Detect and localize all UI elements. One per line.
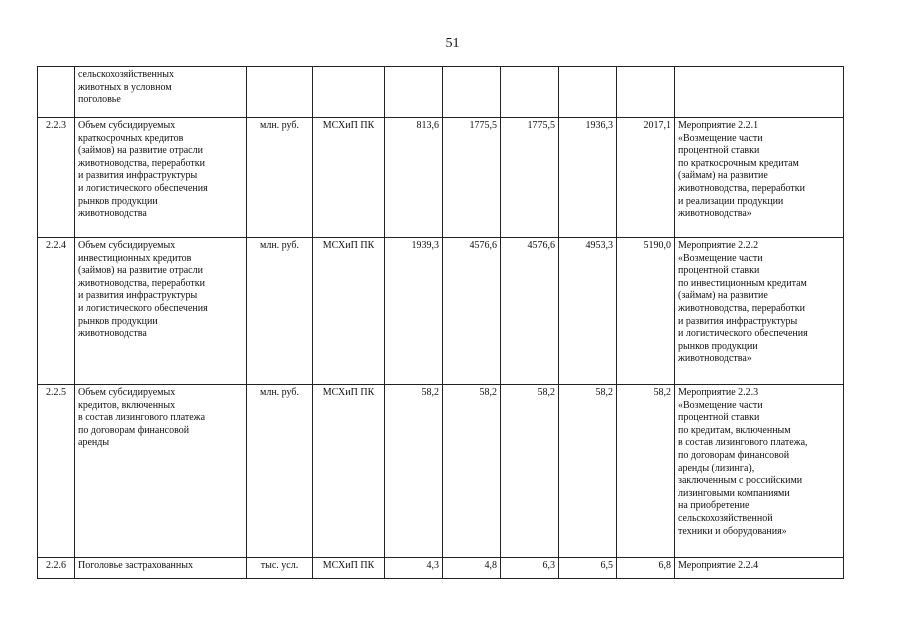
row-code: 2.2.4 [38,238,75,385]
indicators-table [37,66,844,579]
value-cell: 4,8 [443,558,501,579]
measure-cell [675,67,844,118]
executor-cell: МСХиП ПК [313,558,385,579]
value-cell: 813,6 [385,118,443,238]
value-cell: 6,8 [617,558,675,579]
value-cell: 58,2 [443,385,501,558]
indicator-cell: Объем субсидируемых кредитов, включенных в состав лизингового платежа по договорам финансовой аренды [75,385,247,558]
indicator-cell: сельскохозяйственных животных в условном поголовье [75,67,247,118]
row-code: 2.2.5 [38,385,75,558]
value-cell: 58,2 [559,385,617,558]
measure-cell: Мероприятие 2.2.4 [675,558,844,579]
value-cell: 58,2 [501,385,559,558]
value-cell: 1936,3 [559,118,617,238]
value-cell: 5190,0 [617,238,675,385]
table-row [38,118,844,238]
value-cell: 4,3 [385,558,443,579]
value-cell: 1939,3 [385,238,443,385]
value-cell: 6,3 [501,558,559,579]
value-cell: 1775,5 [501,118,559,238]
value-cell [617,67,675,118]
unit-cell: млн. руб. [247,238,313,385]
value-cell: 6,5 [559,558,617,579]
table-row [38,238,844,385]
row-code [38,67,75,118]
indicator-cell: Объем субсидируемых инвестиционных кредитов (займов) на развитие отрасли животноводства, переработки и развития инфраструктуры и логистического обеспечения рынков продукции животноводства [75,238,247,385]
row-code: 2.2.6 [38,558,75,579]
executor-cell: МСХиП ПК [313,385,385,558]
measure-cell: Мероприятие 2.2.3 «Возмещение части процентной ставки по кредитам, включенным в состав лизингового платежа, по договорам финансовой аренды (лизинга), заключенным с российскими лизинговыми компаниями на приобретение сельскохозяйственной техники и оборудования» [675,385,844,558]
page-number: 51 [445,36,460,51]
indicator-cell: Объем субсидируемых краткосрочных кредитов (займов) на развитие отрасли животноводства, переработки и развития инфраструктуры и логистического обеспечения рынков продукции животноводства [75,118,247,238]
executor-cell: МСХиП ПК [313,238,385,385]
unit-cell: тыс. усл. [247,558,313,579]
value-cell [385,67,443,118]
value-cell: 1775,5 [443,118,501,238]
row-code: 2.2.3 [38,118,75,238]
executor-cell: МСХиП ПК [313,118,385,238]
value-cell: 4576,6 [443,238,501,385]
table-row [38,67,844,118]
value-cell: 58,2 [617,385,675,558]
table-row [38,385,844,558]
measure-cell: Мероприятие 2.2.2 «Возмещение части процентной ставки по инвестиционным кредитам (займам) на развитие животноводства, переработки и развития инфраструктуры и логистического обеспечения рынков продукции животноводства» [675,238,844,385]
value-cell [559,67,617,118]
value-cell: 4953,3 [559,238,617,385]
value-cell [443,67,501,118]
executor-cell [313,67,385,118]
table-row [38,558,844,579]
unit-cell: млн. руб. [247,385,313,558]
measure-cell: Мероприятие 2.2.1 «Возмещение части процентной ставки по краткосрочным кредитам (займам) на развитие животноводства, переработки и реализации продукции животноводства» [675,118,844,238]
unit-cell: млн. руб. [247,118,313,238]
unit-cell [247,67,313,118]
value-cell: 58,2 [385,385,443,558]
value-cell: 4576,6 [501,238,559,385]
value-cell [501,67,559,118]
indicator-cell: Поголовье застрахованных [75,558,247,579]
value-cell: 2017,1 [617,118,675,238]
